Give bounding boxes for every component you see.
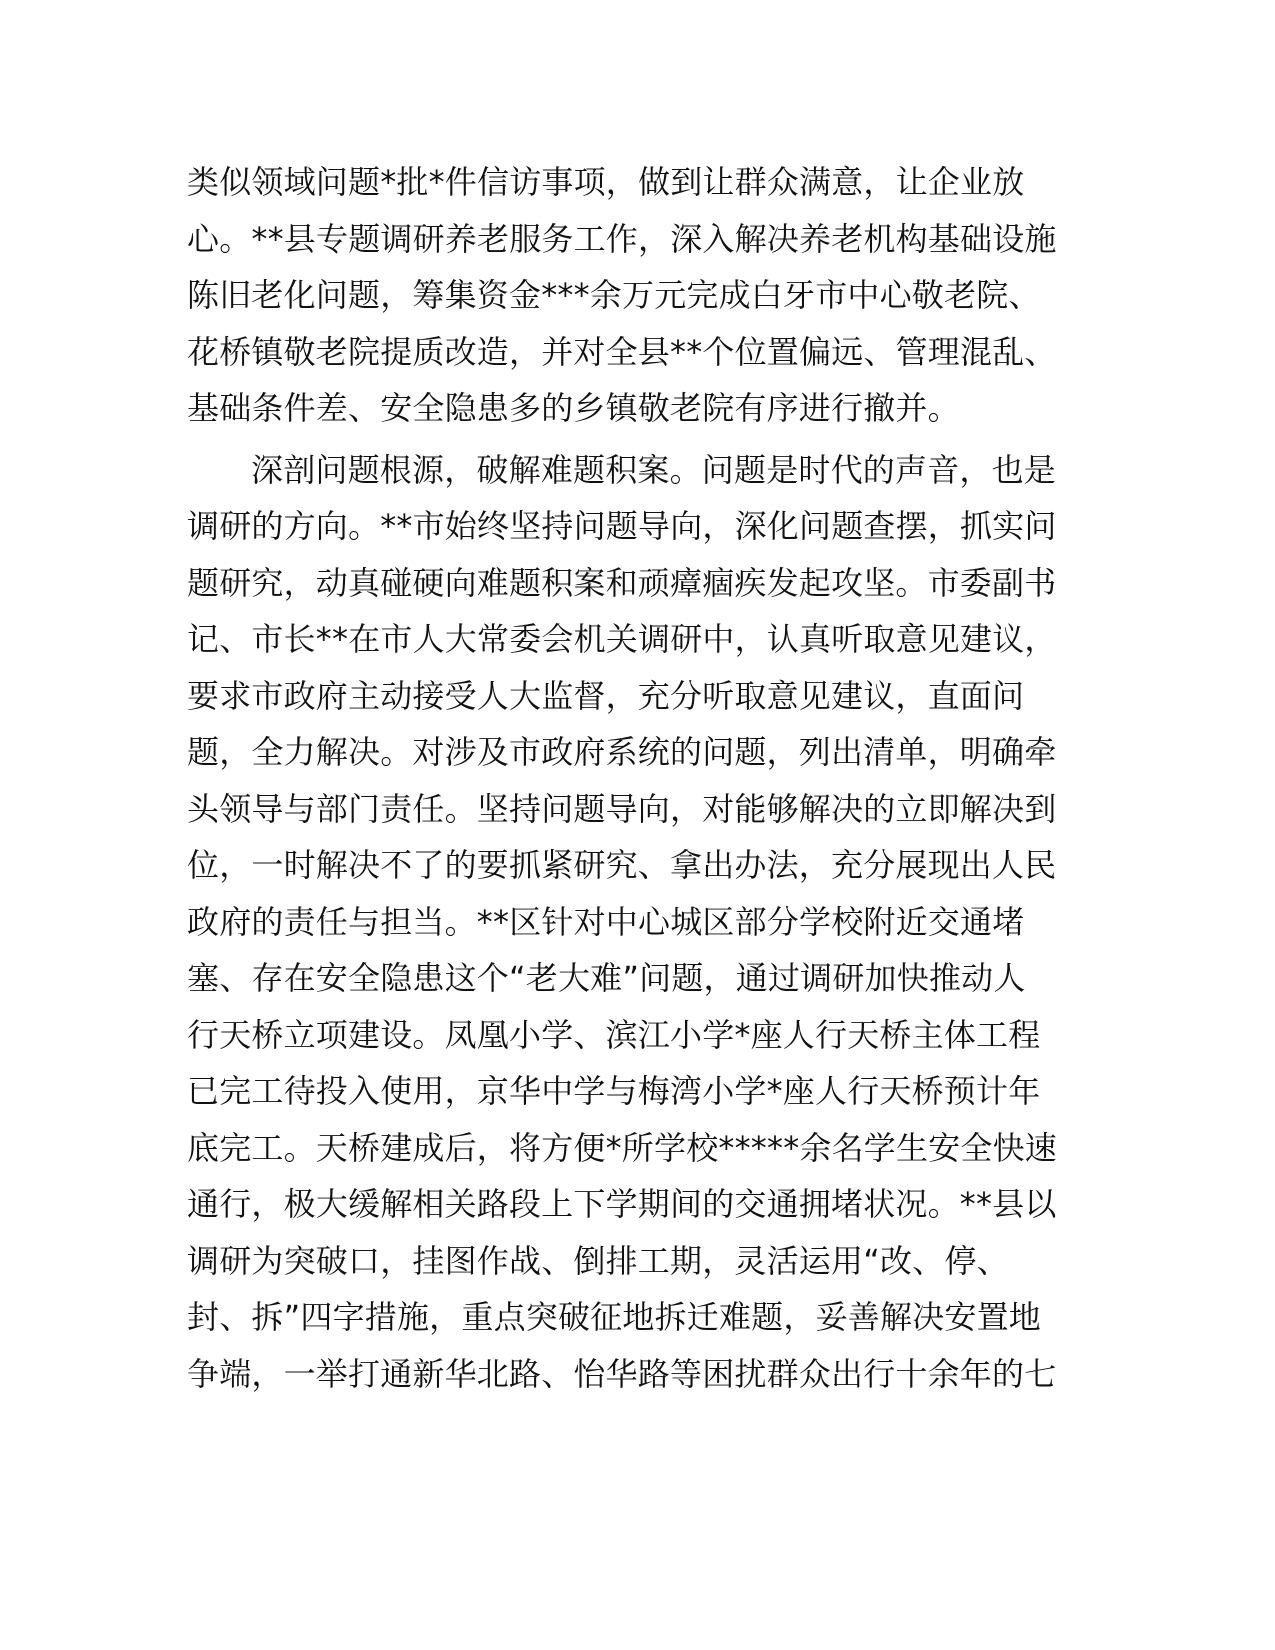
text-line: 花桥镇敬老院提质改造，并对全县**个位置偏远、管理混乱、 xyxy=(187,332,1057,371)
text-line: 争端，一举打通新华北路、怡华路等困扰群众出行十余年的七 xyxy=(187,1354,1057,1393)
text-line: 位，一时解决不了的要抓紧研究、拿出办法，充分展现出人民 xyxy=(187,846,1057,884)
text-line: 类似领域问题*批*件信访事项，做到让群众满意，让企业放 xyxy=(187,163,1025,201)
text-line: 调研为突破口，挂图作战、倒排工期，灵活运用“改、停、 xyxy=(187,1241,1009,1280)
text-line: 头领导与部门责任。坚持问题导向，对能够解决的立即解决到 xyxy=(187,789,1057,828)
text-line: 要求市政府主动接受人大监督，充分听取意见建议，直面问 xyxy=(187,676,1025,715)
text-line: 通行，极大缓解相关路段上下学期间的交通拥堵状况。**县以 xyxy=(187,1185,1057,1223)
text-line: 政府的责任与担当。**区针对中心城区部分学校附近交通堵 xyxy=(187,902,1025,941)
text-line: 封、拆”四字措施，重点突破征地拆迁难题，妥善解决安置地 xyxy=(187,1298,1041,1336)
text-line: 已完工待投入使用，京华中学与梅湾小学*座人行天桥预计年 xyxy=(187,1072,1041,1110)
paragraph-1 xyxy=(187,154,1087,437)
text-line: 题研究，动真碰硬向难题积案和顽瘴痼疾发起攻坚。市委副书 xyxy=(187,563,1057,602)
text-line: 深剖问题根源，破解难题积案。问题是时代的声音，也是 xyxy=(251,450,1057,489)
text-line: 记、市长**在市人大常委会机关调研中，认真听取意见建议， xyxy=(187,620,1057,658)
body-text xyxy=(187,154,1087,1402)
paragraph-2 xyxy=(187,442,1087,1403)
text-line: 心。**县专题调研养老服务工作，深入解决养老机构基础设施 xyxy=(187,219,1057,258)
text-line: 行天桥立项建设。凤凰小学、滨江小学*座人行天桥主体工程 xyxy=(187,1015,1041,1054)
text-line: 底完工。天桥建成后，将方便*所学校*****余名学生安全快速 xyxy=(187,1128,1058,1167)
text-line: 塞、存在安全隐患这个“老大难”问题，通过调研加快推动人 xyxy=(187,959,1026,997)
text-line: 题，全力解决。对涉及市政府系统的问题，列出清单，明确牵 xyxy=(187,733,1057,771)
text-line: 调研的方向。**市始终坚持问题导向，深化问题查摆，抓实问 xyxy=(187,507,1057,545)
text-line: 陈旧老化问题，筹集资金***余万元完成白牙市中心敬老院、 xyxy=(187,276,1041,314)
text-line: 基础条件差、安全隐患多的乡镇敬老院有序进行撤并。 xyxy=(187,389,960,427)
